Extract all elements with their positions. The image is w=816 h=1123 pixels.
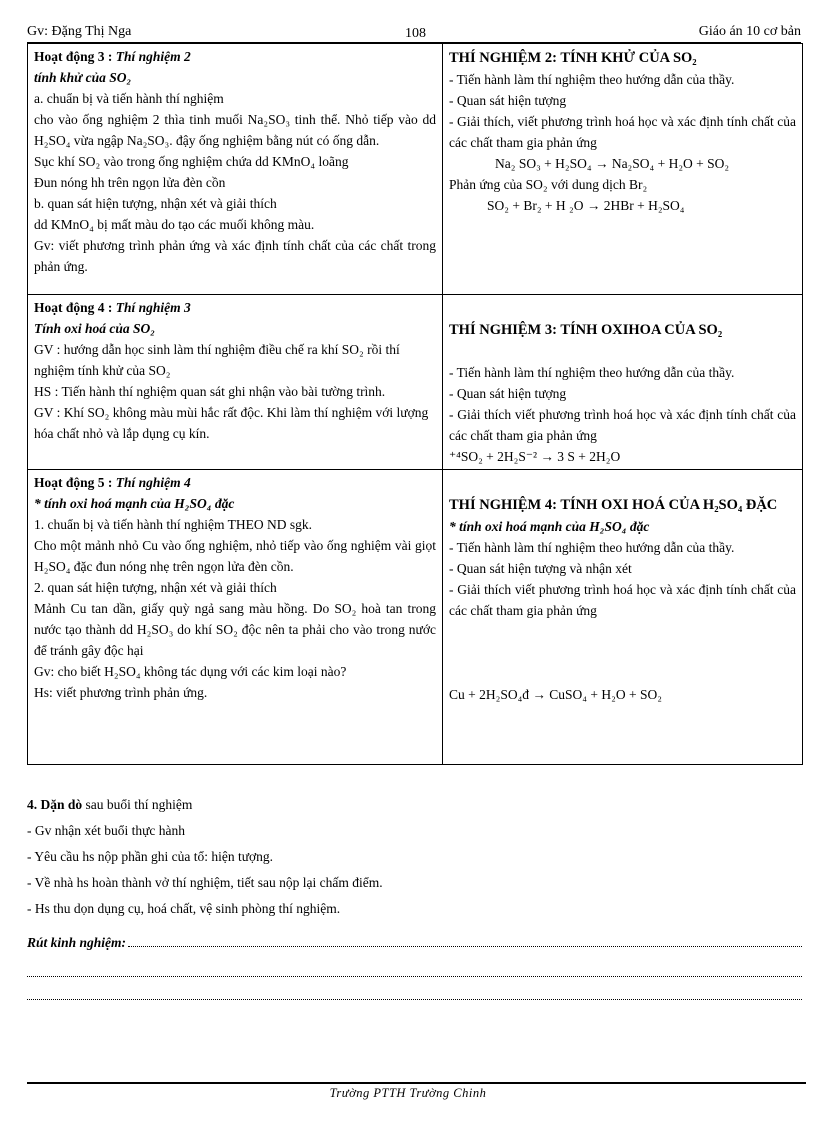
section-4-item: - Về nhà hs hoàn thành vở thí nghiệm, tiết sau nộp lại chấm điểm. xyxy=(27,875,383,890)
text-line: HS : Tiến hành thí nghiệm quan sát ghi nhận vào bài tường trình. xyxy=(34,384,386,399)
document-title: Giáo án 10 cơ bản xyxy=(698,24,801,39)
section-4-title: 4. Dặn dò sau buổi thí nghiệm xyxy=(27,797,193,812)
text-line: Na₂ SO₃ + H₂SO₄ → Na₂SO₄ + H₂O + SO₂ xyxy=(495,156,730,171)
subheading: tính khử của SO₂ xyxy=(34,70,132,85)
text-line: a. chuẩn bị và tiến hành thí nghiệm xyxy=(34,91,224,106)
activity-heading: Hoạt động 3 : Thí nghiệm 2 xyxy=(34,49,191,64)
text-line: - Tiến hành làm thí nghiệm theo hướng dẫn của thầy. xyxy=(449,540,735,555)
spacer xyxy=(449,621,796,684)
spacer xyxy=(449,472,796,493)
review-section xyxy=(27,932,802,1008)
text-line: Gv: viết phương trình phản ứng và xác định tính chất của các chất trong phản ứng. xyxy=(34,238,436,274)
text-line: 1. chuẩn bị và tiến hành thí nghiệm THEO ND sgk. xyxy=(34,517,312,532)
text-line: Sục khí SO₂ vào trong ống nghiệm chứa dd KMnO₄ loãng xyxy=(34,154,349,169)
footer-school: Trường PTTH Trường Chinh xyxy=(329,1086,487,1100)
experiment-cell xyxy=(443,470,803,765)
section-4-item: - Yêu cầu hs nộp phần ghi của tổ: hiện tượng. xyxy=(27,849,274,864)
text-line: - Quan sát hiện tượng xyxy=(449,93,567,108)
lesson-row xyxy=(28,295,803,470)
experiment-title: THÍ NGHIỆM 2: TÍNH KHỬ CỦA SO₂ xyxy=(449,50,697,66)
section-4-item: - Gv nhận xét buổi thực hành xyxy=(27,823,186,838)
spacer xyxy=(449,297,796,318)
text-line: - Quan sát hiện tượng xyxy=(449,386,567,401)
text-line: 2. quan sát hiện tượng, nhận xét và giải thích xyxy=(34,580,277,595)
footer-rule xyxy=(27,1082,806,1084)
experiment-cell xyxy=(443,295,803,470)
text-line: - Tiến hành làm thí nghiệm theo hướng dẫn của thầy. xyxy=(449,365,735,380)
dotted-line xyxy=(27,985,802,1000)
experiment-cell xyxy=(443,44,803,295)
activity-heading: Hoạt động 4 : Thí nghiệm 3 xyxy=(34,300,191,315)
text-line: Mảnh Cu tan dần, giấy quỳ ngả sang màu hồng. Do SO₂ hoà tan trong nước tạo thành dd H₂SO₃ do khí SO₂ độc nên ta phải cho vào trong nước để tránh gây độc hại xyxy=(34,601,436,658)
subheading: * tính oxi hoá mạnh của H₂SO₄ đặc xyxy=(449,519,650,534)
text-line: Cho một mảnh nhỏ Cu vào ống nghiệm, nhỏ tiếp vào ống nghiệm vài giọt H₂SO₄ đặc đun nóng nhẹ trên ngọn lửa đèn cồn. xyxy=(34,538,436,574)
text-line: Phản ứng của SO₂ với dung dịch Br₂ xyxy=(449,177,648,192)
text-line: SO₂ + Br₂ + H ₂O → 2HBr + H₂SO₄ xyxy=(487,198,685,213)
review-label: Rút kinh nghiệm: xyxy=(27,935,127,950)
subheading: * tính oxi hoá mạnh của H₂SO₄ đặc xyxy=(34,496,235,511)
page-number: 108 xyxy=(405,26,426,41)
text-line: - Quan sát hiện tượng và nhận xét xyxy=(449,561,632,576)
lesson-table xyxy=(27,43,803,765)
text-line: GV : Khí SO₂ không màu mùi hắc rất độc. Khi làm thí nghiệm với lượng hóa chất nhỏ và lắp dụng cụ kín. xyxy=(34,405,429,441)
text-line: cho vào ống nghiệm 2 thìa tinh muối Na₂SO₃ tinh thể. Nhỏ tiếp vào dd H₂SO₄ vừa ngập Na₂SO₃. đậy ống nghiệm bằng nút có ống dẫn. xyxy=(34,112,436,148)
experiment-title: THÍ NGHIỆM 3: TÍNH OXIHOA CỦA SO₂ xyxy=(449,322,723,338)
activity-heading: Hoạt động 5 : Thí nghiệm 4 xyxy=(34,475,191,490)
activity-cell xyxy=(28,44,443,295)
text-line: - Tiến hành làm thí nghiệm theo hướng dẫn của thầy. xyxy=(449,72,735,87)
text-line: - Giải thích, viết phương trình hoá học và xác định tính chất của các chất tham gia phản ứng xyxy=(449,114,796,150)
activity-cell xyxy=(28,470,443,765)
experiment-title: THÍ NGHIỆM 4: TÍNH OXI HOÁ CỦA H₂SO₄ ĐẶC xyxy=(449,497,778,513)
spacer xyxy=(449,341,796,362)
section-4-item: - Hs thu dọn dụng cụ, hoá chất, vệ sinh phòng thí nghiệm. xyxy=(27,901,341,916)
text-line: Hs: viết phương trình phản ứng. xyxy=(34,685,208,700)
text-line: - Giải thích viết phương trình hoá học và xác định tính chất của các chất tham gia phản ứng xyxy=(449,407,796,443)
lesson-row xyxy=(28,470,803,765)
text-line: - Giải thích viết phương trình hoá học và xác định tính chất của các chất tham gia phản ứng xyxy=(449,582,796,618)
dotted-line xyxy=(128,932,802,947)
text-line: b. quan sát hiện tượng, nhận xét và giải thích xyxy=(34,196,277,211)
text-line: GV : hướng dẫn học sinh làm thí nghiệm điều chế ra khí SO₂ rồi thí nghiệm tính khử của SO₂ xyxy=(34,342,400,378)
text-line: Cu + 2H₂SO₄đ → CuSO₄ + H₂O + SO₂ xyxy=(449,687,662,702)
text-line: dd KMnO₄ bị mất màu do tạo các muối không màu. xyxy=(34,217,315,232)
text-line: ⁺⁴SO₂ + 2H₂S⁻² → 3 S + 2H₂O xyxy=(449,449,621,464)
text-line: Đun nóng hh trên ngọn lửa đèn cồn xyxy=(34,175,226,190)
text-line: Gv: cho biết H₂SO₄ không tác dụng với các kim loại nào? xyxy=(34,664,347,679)
lesson-row xyxy=(28,44,803,295)
section-4 xyxy=(27,792,802,922)
activity-cell xyxy=(28,295,443,470)
dotted-line xyxy=(27,962,802,977)
page-header xyxy=(27,24,801,43)
teacher-name: Gv: Đặng Thị Nga xyxy=(27,24,132,39)
subheading: Tính oxi hoá của SO₂ xyxy=(34,321,155,336)
